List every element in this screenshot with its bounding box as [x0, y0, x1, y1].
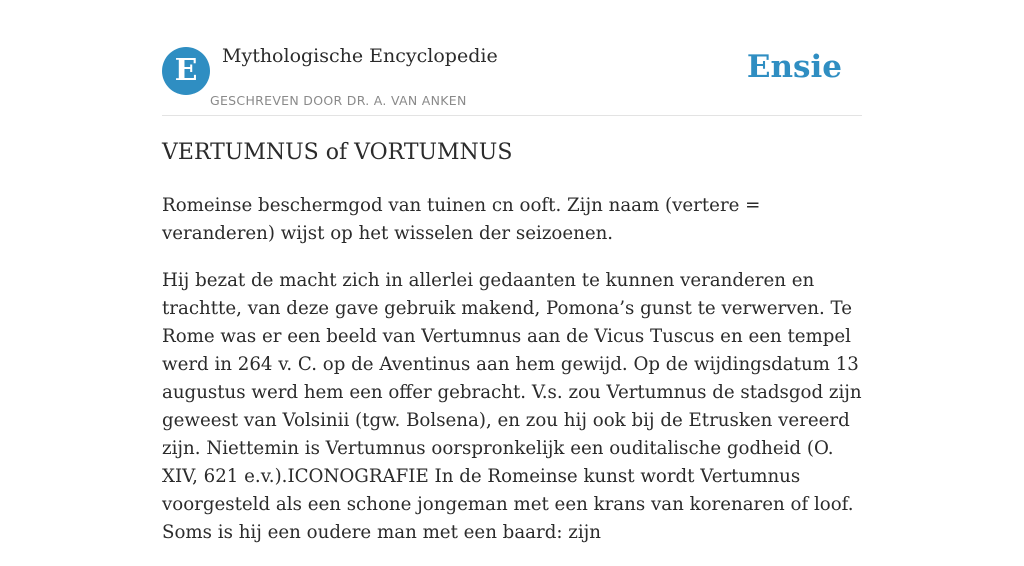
article-paragraph: Hij bezat de macht zich in allerlei gedaanten te kunnen veranderen en trachtte, van deze gave gebruik makend, Pomona’s gunst te verwerven. Te Rome was er een beeld van Vertumnus aan de Vicus Tuscus en een tempel werd in 264 v. C. op de Aventinus aan hem gewijd. Op de wijdingsdatum 13 augustus werd hem een offer gebracht. V.s. zou Vertumnus de stadsgod zijn geweest van Volsinii (tgw. Bolsena), en zou hij ook bij de Etrusken vereerd zijn. Niettemin is Vertumnus oorspronkelijk een ouditalische godheid (O. XIV, 621 e.v.).ICONOGRAFIE In de Romeinse kunst wordt Vertumnus voorgesteld als een schone jongeman met een krans van korenaren of loof. Soms is hij een oudere man met een baard: zijn — [162, 270, 862, 543]
encyclopedia-logo-icon[interactable]: E — [162, 47, 210, 95]
header — [162, 0, 862, 116]
article-paragraph: Romeinse beschermgod van tuinen cn ooft. Zijn naam (vertere = veranderen) wijst op het wisselen der seizoenen. — [162, 195, 761, 244]
book-title-link[interactable]: Mythologische Encyclopedie — [222, 45, 498, 67]
ensie-brand-logo[interactable]: Ensie — [746, 49, 842, 85]
content-container — [162, 0, 862, 543]
author-byline: GESCHREVEN DOOR DR. A. VAN ANKEN — [210, 93, 467, 108]
article-title: VERTUMNUS of VORTUMNUS — [162, 140, 513, 165]
article-body — [162, 192, 866, 566]
